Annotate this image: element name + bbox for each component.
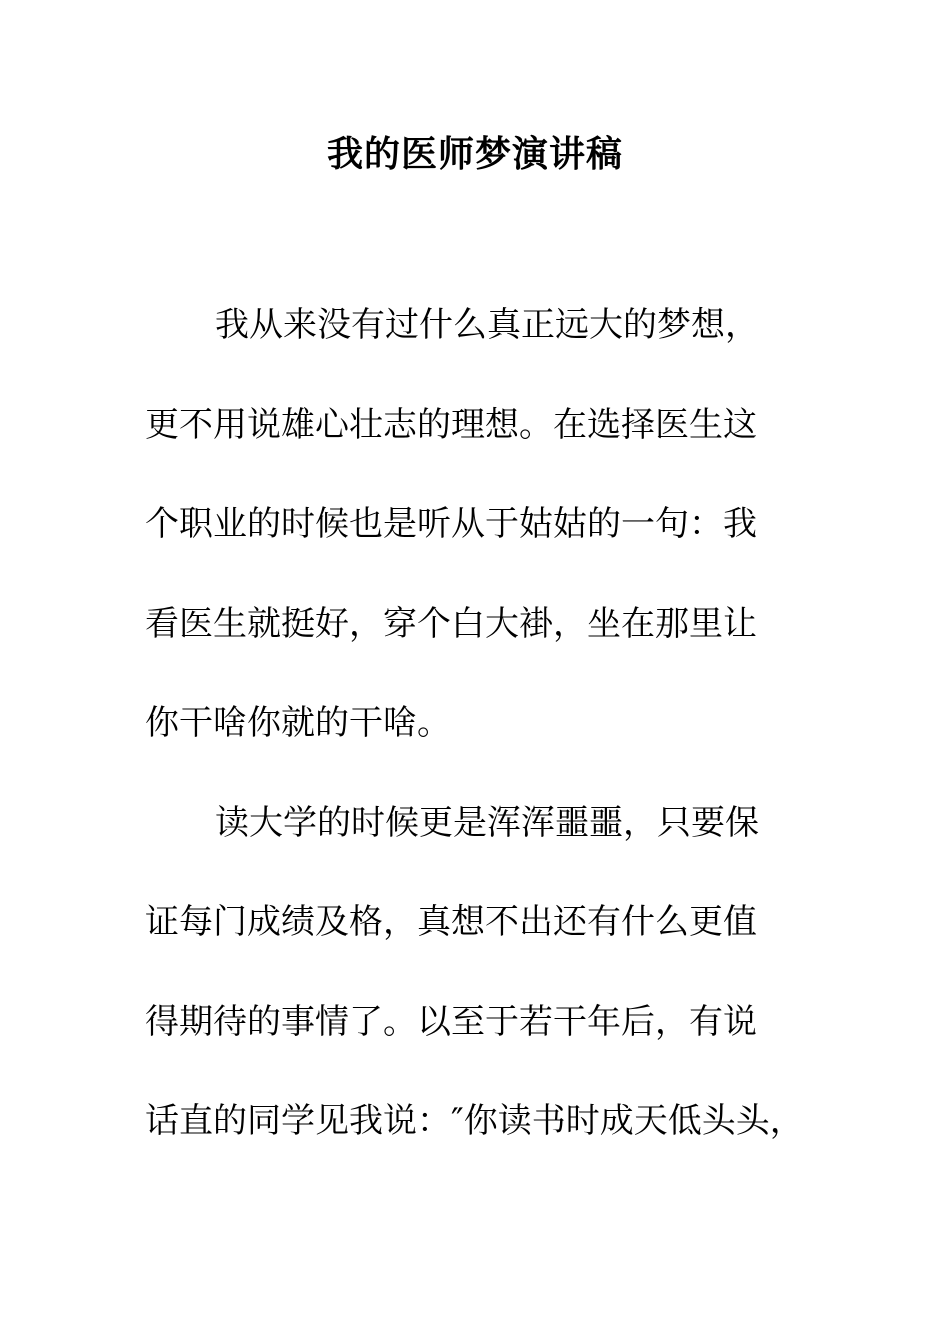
paragraph-2-line-1: 读大学的时候更是浑浑噩噩，只要保 [215, 803, 759, 843]
paragraph-1-line-5: 你干啥你就的干啥。 [145, 703, 451, 743]
paragraph-2-line-4: 话直的同学见我说：″你读书时成天低头头， [145, 1101, 804, 1141]
paragraph-2-line-2: 证每门成绩及格，真想不出还有什么更值 [145, 902, 757, 942]
paragraph-1-line-2: 更不用说雄心壮志的理想。在选择医生这 [145, 405, 757, 445]
paragraph-1-line-4: 看医生就挺好，穿个白大褂，坐在那里让 [145, 604, 757, 644]
paragraph-2-line-3: 得期待的事情了。以至于若干年后，有说 [145, 1002, 757, 1042]
document-title: 我的医师梦演讲稿 [326, 133, 623, 175]
paragraph-1-line-1: 我从来没有过什么真正远大的梦想， [215, 305, 759, 345]
paragraph-1-line-3: 个职业的时候也是听从于姑姑的一句：我 [145, 504, 757, 544]
